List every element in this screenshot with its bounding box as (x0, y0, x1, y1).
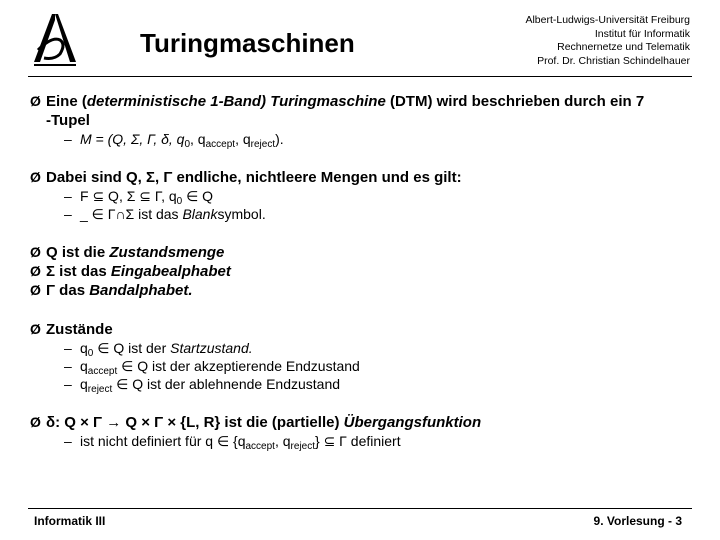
footer-page-number: 9. Vorlesung - 3 (593, 514, 682, 528)
bullet-arrow-icon: Ø (30, 169, 41, 185)
dash-icon: – (64, 188, 72, 204)
dash-icon: – (64, 358, 72, 374)
bullet-bandalphabet: Ø Γ das Bandalphabet. (30, 282, 193, 299)
university-logo (30, 10, 80, 68)
dash-icon: – (64, 131, 72, 147)
header-divider (28, 76, 692, 77)
bullet-dtm: Ø Eine (deterministische 1-Band) Turingmaschine (DTM) wird beschrieben durch ein 7 (30, 93, 645, 110)
dash-icon: – (64, 433, 72, 449)
bullet-arrow-icon: Ø (30, 321, 41, 337)
sub-tuple: – M = (Q, Σ, Γ, δ, $q_0$, $q_{accept}$, $q_{reject}$). (64, 131, 284, 150)
dash-icon: – (64, 206, 72, 222)
bullet-arrow-icon: Ø (30, 93, 41, 109)
bullet-zustandsmenge: Ø Q ist die Zustandsmenge (30, 244, 225, 261)
slide-content (30, 92, 695, 450)
sub-undefined: – ist nicht definiert für q ∈ {$q_{accept}$, $q_{reject}$} ⊆ Γ definiert (64, 433, 401, 452)
bullet-arrow-icon: Ø (30, 244, 41, 260)
sub-reject: – $q_{reject}$ ∈ Q ist der ablehnende Endzustand (64, 376, 341, 395)
bullet-arrow-icon: Ø (30, 263, 41, 279)
bullet-arrow-icon: Ø (30, 414, 41, 430)
dash-icon: – (64, 376, 72, 392)
footer-divider (28, 508, 692, 509)
affiliation-line: Prof. Dr. Christian Schindelhauer (537, 54, 690, 67)
bullet-zustaende: Ø Zustände (30, 321, 113, 338)
affiliation-line: Rechnernetze und Telematik (557, 41, 690, 53)
bullet-eingabealphabet: Ø Σ ist das Eingabealphabet (30, 263, 231, 280)
sub-subsets: – F ⊆ Q, Σ ⊆ Γ, $q_0$ ∈ Q (64, 188, 214, 207)
sub-blank: – _ ∈ Γ∩Σ ist das Blanksymbol. (64, 206, 266, 222)
page-title: Turingmaschinen (140, 28, 355, 58)
footer-course: Informatik III (34, 514, 106, 528)
affiliation-line: Institut für Informatik (594, 27, 690, 40)
affiliation-block (525, 14, 690, 68)
sub-startzustand: – $q_0$ ∈ Q ist der Startzustand. (64, 340, 253, 359)
sub-accept: – $q_{accept}$ ∈ Q ist der akzeptierende Endzustand (64, 358, 360, 377)
bullet-arrow-icon: Ø (30, 282, 41, 298)
bullet-sets: Ø Dabei sind Q, Σ, Γ endliche, nichtleere Mengen und es gilt: (30, 169, 462, 186)
dash-icon: – (64, 340, 72, 356)
affiliation-line: Albert-Ludwigs-Universität Freiburg (525, 14, 690, 26)
bullet-delta: Ø δ: Q × Γ → Q × Γ × {L, R} ist die (partielle) Übergangsfunktion (30, 414, 482, 431)
bullet-dtm-wrap: -Tupel (46, 112, 90, 129)
